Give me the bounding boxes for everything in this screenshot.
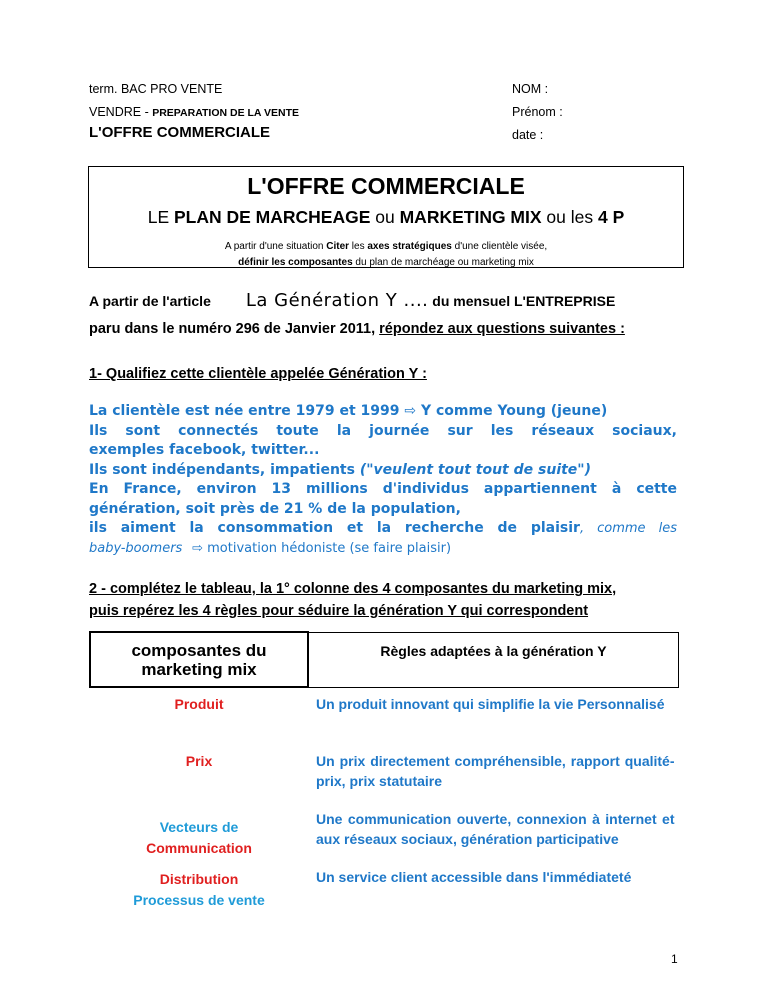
answer-line [89, 480, 677, 500]
question-1: 1- Qualifiez cette clientèle appelée Génération Y : [89, 366, 427, 382]
objective-part: axes stratégiques [367, 241, 452, 252]
rule-cell: Un produit innovant qui simplifie la vie Personnalisé [316, 695, 665, 712]
component-label: Produit [174, 696, 224, 712]
article-title: La Génération Y .... [245, 290, 429, 311]
table-row [90, 803, 679, 861]
objective-line-2 [89, 255, 683, 271]
objective-part: les composantes [271, 257, 353, 268]
answer-line [89, 441, 677, 461]
subtitle-part: LE [147, 207, 174, 227]
question-2-line-2: puis repérez les 4 règles pour séduire la génération Y qui correspondent [89, 603, 589, 619]
rule-cell: Un service client accessible dans l'immédiateté [316, 869, 632, 885]
component-label: Prix [185, 753, 213, 769]
component-label: Vecteurs de [159, 819, 239, 835]
header-class: term. BAC PRO VENTE [89, 82, 223, 96]
subtitle-part: ou les [541, 207, 598, 227]
arrow-icon: ⇨ [192, 540, 203, 556]
rule-cell: Un prix directement compréhensible, rapport qualité-prix, prix statutaire [316, 753, 675, 789]
answer-line [89, 500, 677, 520]
answer-text: Y comme Young (jeune) [416, 403, 608, 419]
objective-part: définir [238, 257, 269, 268]
column-header-rules: Règles adaptées à la génération Y [308, 632, 679, 687]
header-subject [89, 105, 299, 120]
objective-part: A partir d'une situation [224, 241, 327, 252]
intro-line-1 [89, 290, 689, 311]
component-cell [90, 803, 308, 861]
intro-end: du mensuel L'ENTREPRISE [432, 293, 616, 309]
objective-part: du plan de marchéage ou marketing mix [352, 257, 534, 268]
component-cell [90, 745, 308, 803]
intro-instruction: répondez aux questions suivantes : [379, 321, 625, 337]
header-chapter: L'OFFRE COMMERCIALE [89, 124, 271, 141]
answer-text: Ils sont connectés toute la journée sur les réseaux sociaux, [89, 422, 677, 439]
page-subtitle [89, 207, 683, 228]
component-label: Communication [146, 840, 252, 856]
question-2-line-1: 2 - complétez le tableau, la 1° colonne des 4 composantes du marketing mix, [89, 581, 617, 597]
answer-text: En France, environ 13 millions d'individus appartiennent à cette [89, 481, 677, 497]
table-row [90, 687, 679, 745]
intro-start: A partir de l'article [89, 293, 211, 309]
objectives [89, 239, 683, 271]
objective-part: d'une clientèle visée, [451, 241, 548, 252]
table-row [90, 745, 679, 803]
rule-cell: Une communication ouverte, connexion à internet et aux réseaux sociaux, génération participative [316, 811, 675, 847]
answer-text: , comme les [579, 521, 677, 536]
subtitle-part: ou [370, 207, 400, 227]
name-field-label: NOM : [512, 82, 549, 96]
answer-text: Ils sont indépendants, impatients [89, 461, 360, 478]
column-header-components: composantes du marketing mix [90, 632, 308, 687]
table-header-row [90, 632, 679, 687]
component-cell [90, 861, 308, 925]
component-label: Processus de vente [133, 892, 265, 908]
answer-text: ils aiment la consommation et la recherche de plaisir [89, 520, 580, 536]
subtitle-part: MARKETING MIX [399, 207, 542, 227]
date-field-label: date : [512, 128, 544, 142]
intro-line2-text: paru dans le numéro 296 de Janvier 2011, [89, 321, 376, 337]
subtitle-part: 4 P [598, 207, 625, 227]
objective-part: les [349, 241, 368, 252]
answer-line [89, 402, 677, 422]
answer-quote: ("veulent tout tout de suite") [359, 461, 591, 478]
header-subject-main: VENDRE - [89, 105, 149, 119]
answer-text: motivation hédoniste (se faire plaisir) [203, 540, 452, 556]
table-row [90, 861, 679, 925]
answer-text: baby-boomers [89, 540, 183, 556]
component-label: Distribution [159, 871, 239, 887]
subtitle-part: PLAN DE MARCHEAGE [174, 207, 371, 227]
answer-line [89, 461, 677, 481]
firstname-field-label: Prénom : [512, 105, 563, 119]
answer-line [89, 539, 677, 559]
answer-text: génération, soit près de 21 % de la population, [89, 500, 461, 517]
answer-1 [89, 402, 677, 558]
intro-line-2 [89, 321, 689, 337]
component-cell [90, 687, 308, 745]
arrow-icon: ⇨ [404, 403, 417, 419]
marketing-mix-table [89, 631, 679, 925]
answer-line [89, 422, 677, 442]
page-title: L'OFFRE COMMERCIALE [247, 173, 525, 199]
answer-line [89, 519, 677, 539]
objective-part: Citer [326, 241, 350, 252]
page-number: 1 [671, 952, 678, 966]
question-2 [89, 578, 689, 622]
answer-text: exemples facebook, twitter... [89, 442, 320, 458]
title-box [88, 166, 684, 268]
header-subject-sub: PREPARATION DE LA VENTE [152, 107, 300, 119]
answer-text: La clientèle est née entre 1979 et 1999 [89, 403, 405, 419]
objective-line-1 [89, 239, 683, 255]
